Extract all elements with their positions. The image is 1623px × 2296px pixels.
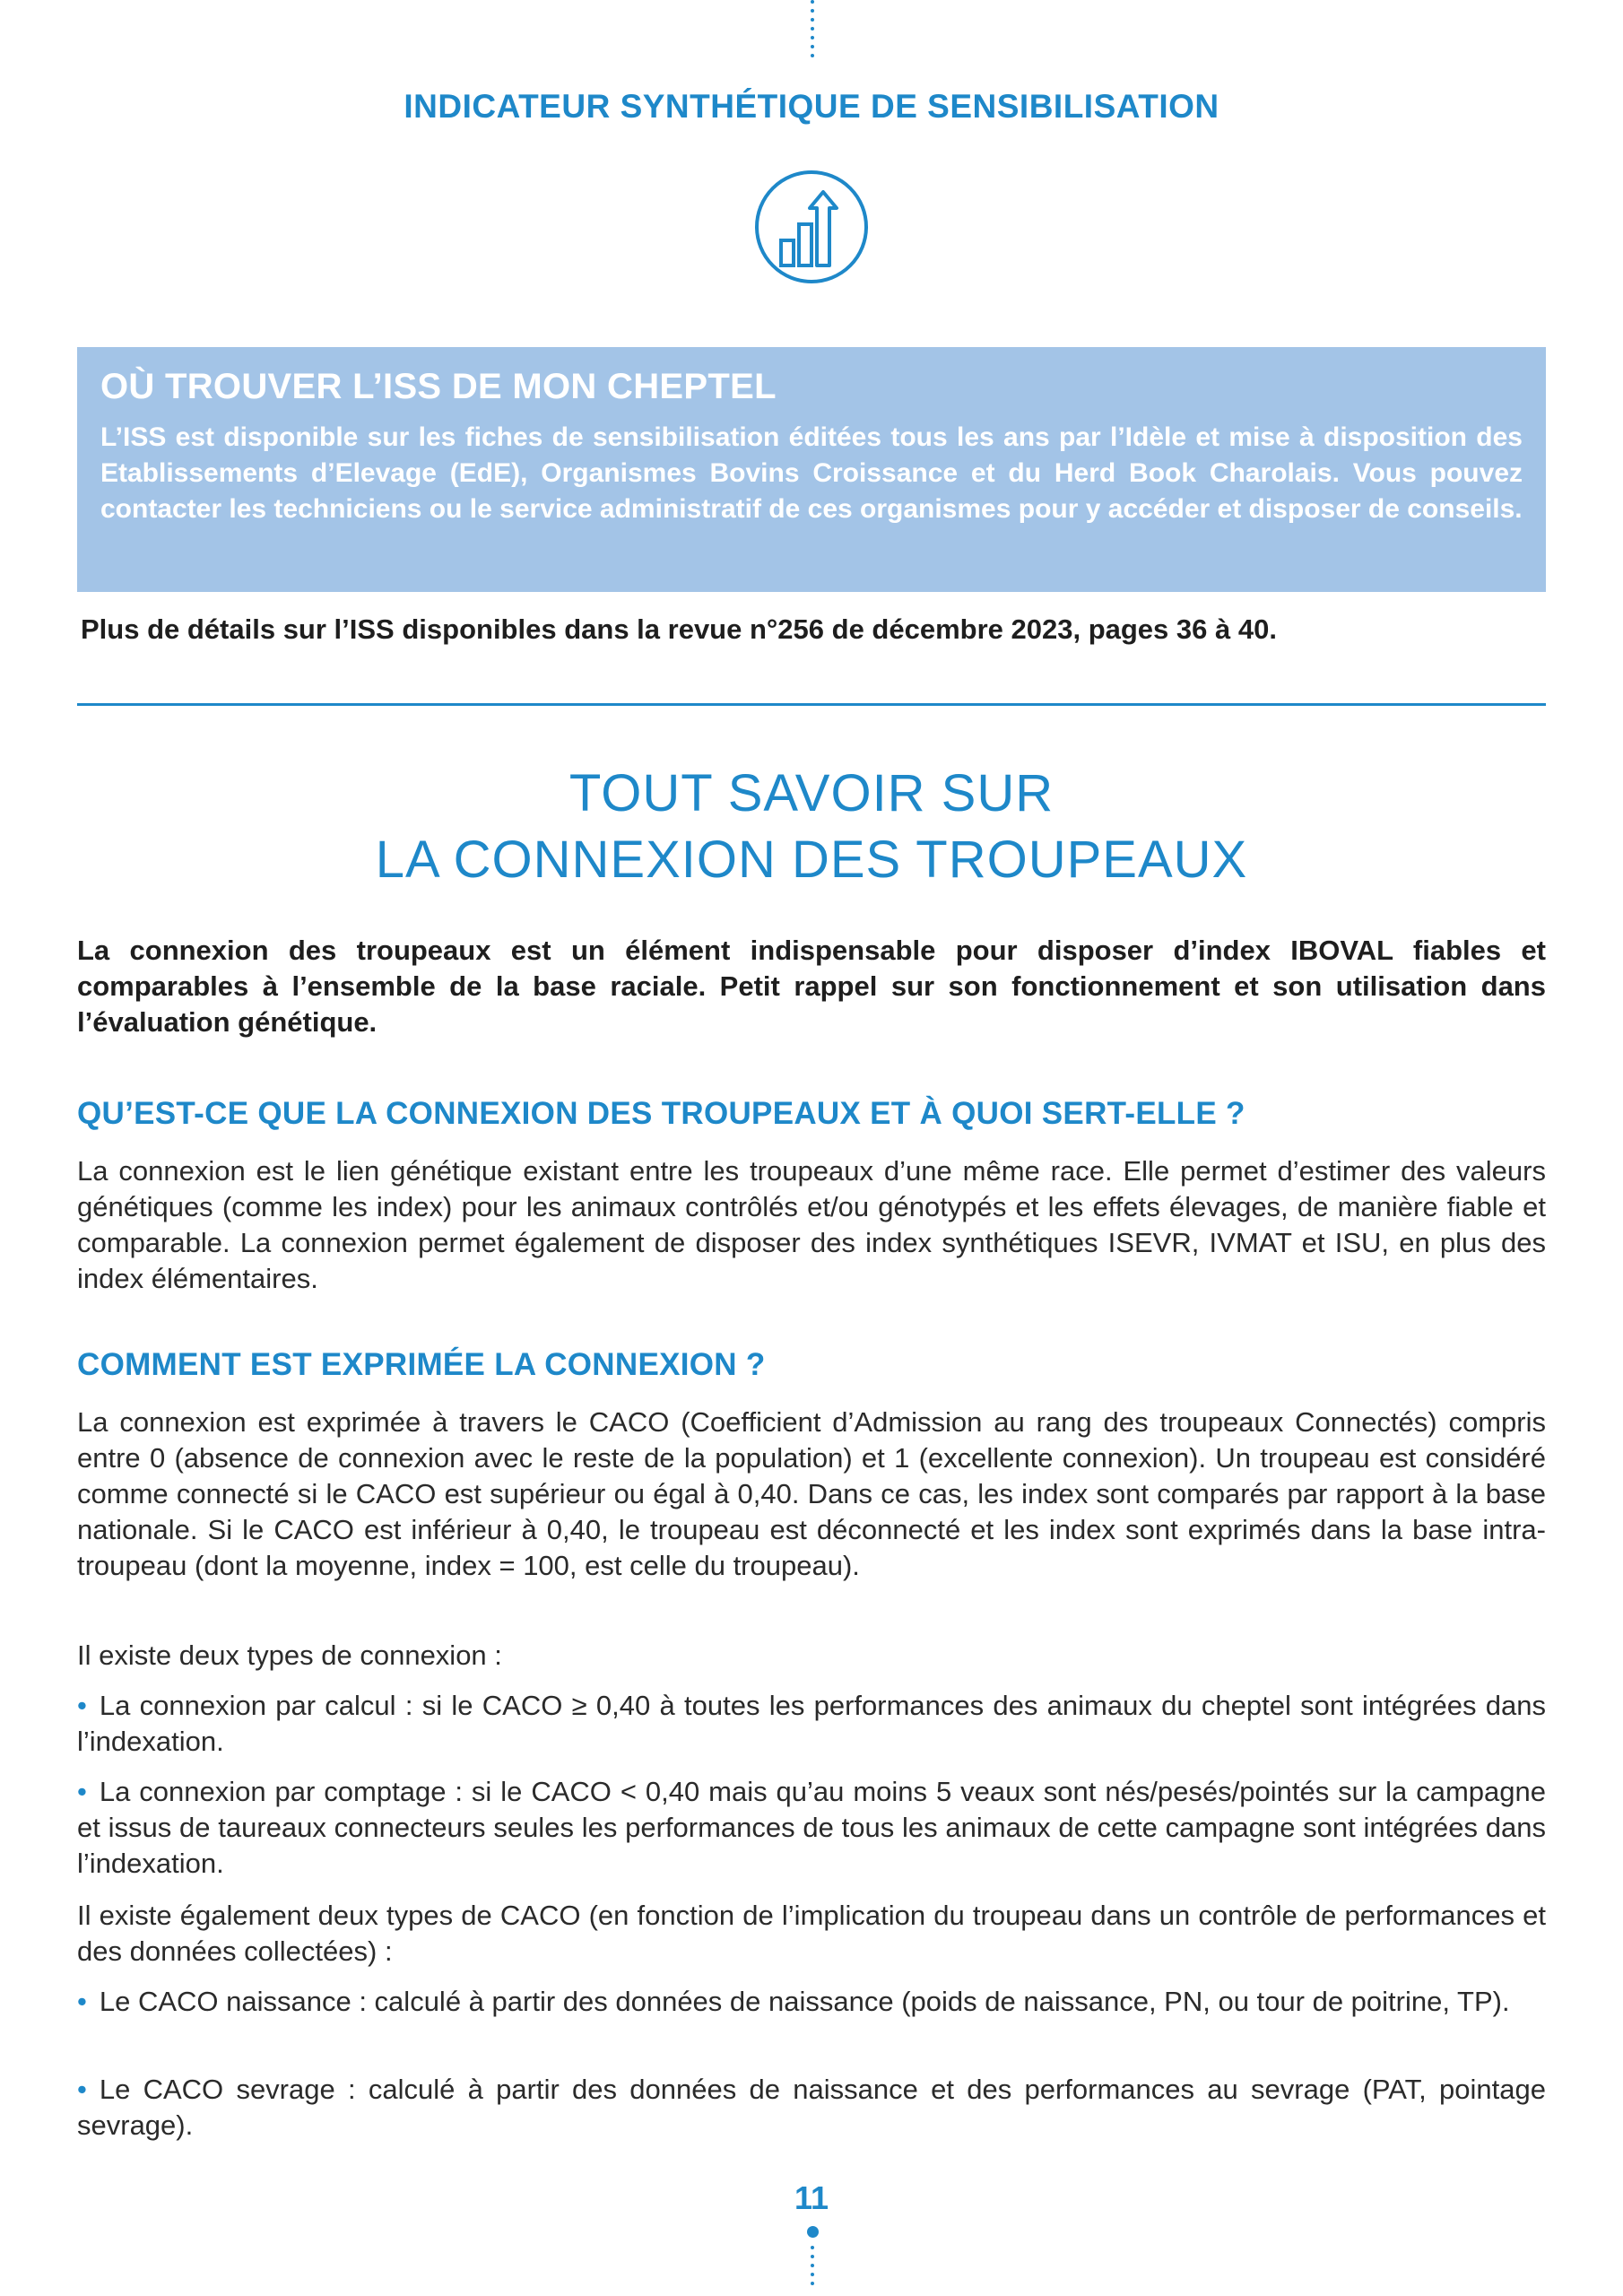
bullet-connexion-calcul [77, 1688, 1546, 1760]
bullet-text: • La connexion par calcul : si le CACO ≥ 0,40 à toutes les performances des animaux du cheptel sont intégrées dans l’indexation. [77, 1690, 1546, 1757]
section2-paragraph1: La connexion est exprimée à travers le CACO (Coefficient d’Admission au rang des troupeaux Connectés) compris entre 0 (absence de connexion avec le reste de la population) et 1 (excellente connexion). Un troupeau est considéré comme connecté si le CACO est supérieur ou égal à 0,40. Dans ce cas, les index sont comparés par rapport à la base nationale. Si le CACO est inférieur à 0,40, le troupeau est déconnecté et les index sont exprimés dans la base intra-troupeau (dont la moyenne, index = 100, est celle du troupeau). [77, 1406, 1546, 1581]
reference-note: Plus de détails sur l’ISS disponibles dans la revue n°256 de décembre 2023, pages 36 à 40. [81, 613, 1277, 645]
article-title [0, 761, 1623, 893]
page-number: 11 [794, 2179, 829, 2216]
info-box-text: L’ISS est disponible sur les fiches de sensibilisation éditées tous les ans par l’Idèle et mise à disposition des Etablissements d’Elevage (EdE), Organismes Bovins Croissance et du Herd Book Charolais. Vous pouvez contacter les techniciens ou le service administratif de ces organismes pour y accéder et disposer de conseils. [100, 422, 1523, 524]
article-title-line1: TOUT SAVOIR SUR [568, 764, 1055, 822]
article-intro: La connexion des troupeaux est un élément indispensable pour disposer d’index IBOVAL fiables et comparables à l’ensemble de la base raciale. Petit rappel sur son fonctionnement et son utilisation dans l’évaluation génétique. [77, 935, 1546, 1038]
divider [77, 703, 1546, 706]
section2-paragraph3: Il existe également deux types de CACO (en fonction de l’implication du troupeau dans un contrôle de performances et des données collectées) : [77, 1900, 1546, 1967]
section2-heading: COMMENT EST EXPRIMÉE LA CONNEXION ? [77, 1347, 766, 1382]
growth-chart-icon [753, 169, 870, 285]
section1-heading: QU’EST-CE QUE LA CONNEXION DES TROUPEAUX ET À QUOI SERT-ELLE ? [77, 1096, 1245, 1131]
bullet-caco-naissance [77, 1984, 1546, 2020]
top-dotted-line [811, 0, 814, 63]
bullet-text: • La connexion par comptage : si le CACO < 0,40 mais qu’au moins 5 veaux sont nés/pesés/pointés sur la campagne et issus de taureaux connecteurs seules les performances de tous les animaux de cette campagne sont intégrées dans l’indexation. [77, 1776, 1546, 1879]
section1-text: La connexion est le lien génétique existant entre les troupeaux d’une même race. Elle permet d’estimer des valeurs génétiques (comme les index) pour les animaux contrôlés et/ou génotypés et les effets élevages, de manière fiable et comparable. La connexion permet également de disposer des index synthétiques ISEVR, IVMAT et ISU, en plus des index élémentaires. [77, 1155, 1546, 1294]
bullet-text: • Le CACO naissance : calculé à partir des données de naissance (poids de naissance, PN, ou tour de poitrine, TP). [77, 1986, 1510, 2017]
bullet-connexion-comptage [77, 1774, 1546, 1882]
info-box [77, 347, 1546, 592]
bullet-text: • Le CACO sevrage : calculé à partir des données de naissance et des performances au sevrage (PAT, pointage sevrage). [77, 2074, 1546, 2141]
page-number-dot [807, 2226, 819, 2238]
section2-paragraph2: Il existe deux types de connexion : [77, 1639, 502, 1671]
section-title: INDICATEUR SYNTHÉTIQUE DE SENSIBILISATION [404, 88, 1219, 125]
bullet-caco-sevrage [77, 2072, 1546, 2144]
article-title-line2: LA CONNEXION DES TROUPEAUX [375, 831, 1248, 889]
bottom-dotted-line [811, 2246, 814, 2291]
info-box-title: OÙ TROUVER L’ISS DE MON CHEPTEL [100, 367, 777, 406]
